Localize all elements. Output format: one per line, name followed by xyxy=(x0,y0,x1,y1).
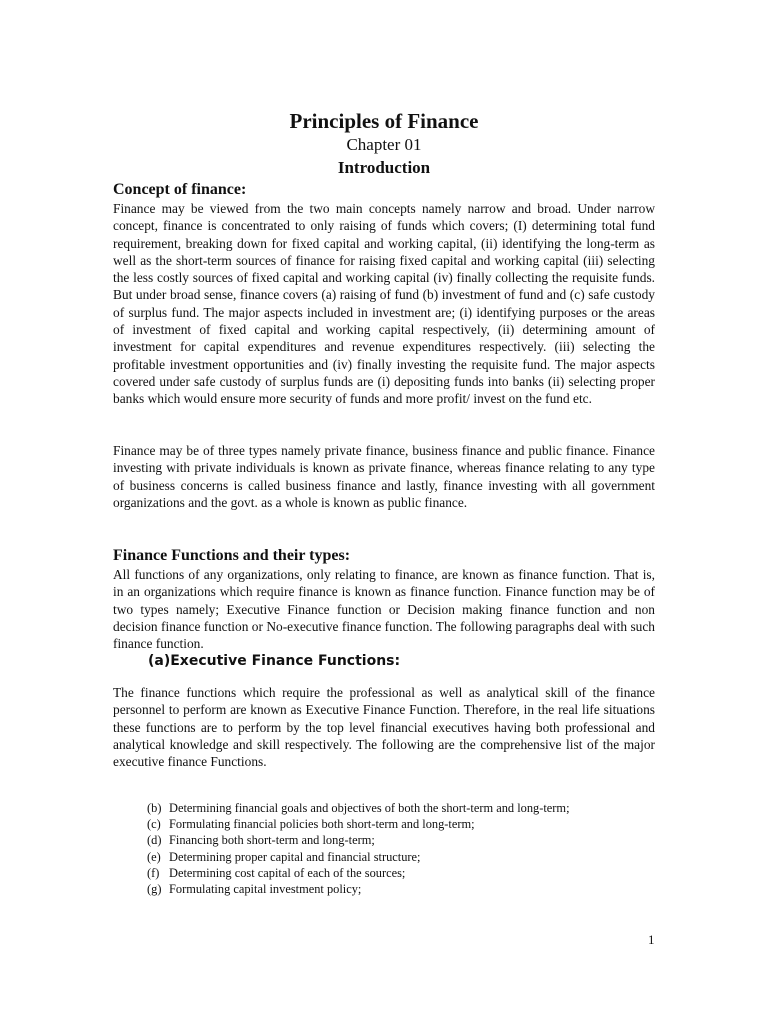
executive-functions-list xyxy=(147,800,570,897)
paragraph-functions-1: All functions of any organizations, only relating to finance, are known as finance function. That is, in an organizations which require finance is known as finance function. Finance function may be of two types namely; Executive Finance function or Decision making finance function and non decision finance function or No-executive finance function. The following paragraphs deal with such finance function. xyxy=(113,567,655,652)
list-marker: (b) xyxy=(147,801,162,815)
list-marker: (f) xyxy=(147,865,160,880)
chapter-subtitle: Introduction xyxy=(337,158,431,177)
paragraph-concept-1: Finance may be viewed from the two main concepts namely narrow and broad. Under narrow concept, finance is concentrated to only raising of funds which covers; (I) determining total fund requirement, breaking down for fixed capital and working capital, (ii) identifying the long-term as well as the short-term sources of finance for raising fixed capital and working capital (iii) selecting the less costly sources of fixed capital and working capital (iv) finally collecting the requisite funds. But under broad sense, finance covers (a) raising of fund (b) investment of fund and (c) safe custody of surplus fund. The major aspects included in investment are; (i) identifying purposes or the areas of investment of fixed capital and working capital respectively, (ii) determining amount of investment for capital expenditures and revenue expenditures respectively. (iii) selecting the profitable investment opportunities and (iv) finally investing the requisite fund. The major aspects covered under safe custody of surplus funds are (i) depositing funds into banks (ii) selecting proper banks which would ensure more security of funds and more profit/ invest on the fund etc. xyxy=(113,201,655,407)
list-item xyxy=(147,881,570,897)
subsection-heading-executive: (a)Executive Finance Functions: xyxy=(148,653,401,669)
list-item-text: Determining financial goals and objectives of both the short-term and long-term; xyxy=(169,801,570,815)
list-item xyxy=(147,849,570,865)
page-number: 1 xyxy=(648,932,655,947)
paragraph-concept-2: Finance may be of three types namely private finance, business finance and public finance. Finance investing with private individuals is known as private finance, whereas finance relating to any type of business concerns is called business finance and lastly, finance investing with all government organizations and the govt. as a whole is known as public finance. xyxy=(113,443,655,510)
list-item xyxy=(147,865,570,881)
list-marker: (d) xyxy=(147,833,162,848)
list-item-text: Formulating financial policies both short-term and long-term; xyxy=(169,817,475,832)
list-item-text: Formulating capital investment policy; xyxy=(169,882,362,897)
section-heading-concept: Concept of finance: xyxy=(113,181,247,198)
list-item xyxy=(147,832,570,848)
list-item-text: Determining proper capital and financial structure; xyxy=(169,849,421,864)
list-item xyxy=(147,800,570,816)
list-marker: (e) xyxy=(147,849,161,864)
list-item xyxy=(147,816,570,832)
list-item-text: Financing both short-term and long-term; xyxy=(169,833,375,848)
document-title: Principles of Finance xyxy=(289,109,479,133)
list-marker: (c) xyxy=(147,817,161,832)
paragraph-executive: The finance functions which require the professional as well as analytical skill of the finance personnel to perform are known as Executive Finance Function. Therefore, in the real life situations these functions are to perform by the top level financial executives having both professional and analytical knowledge and skill respectively. The following are the comprehensive list of the major executive finance Functions. xyxy=(113,685,655,770)
list-item-text: Determining cost capital of each of the sources; xyxy=(169,865,406,880)
section-heading-functions: Finance Functions and their types: xyxy=(113,547,351,564)
list-marker: (g) xyxy=(147,882,162,897)
chapter-label: Chapter 01 xyxy=(346,135,422,154)
